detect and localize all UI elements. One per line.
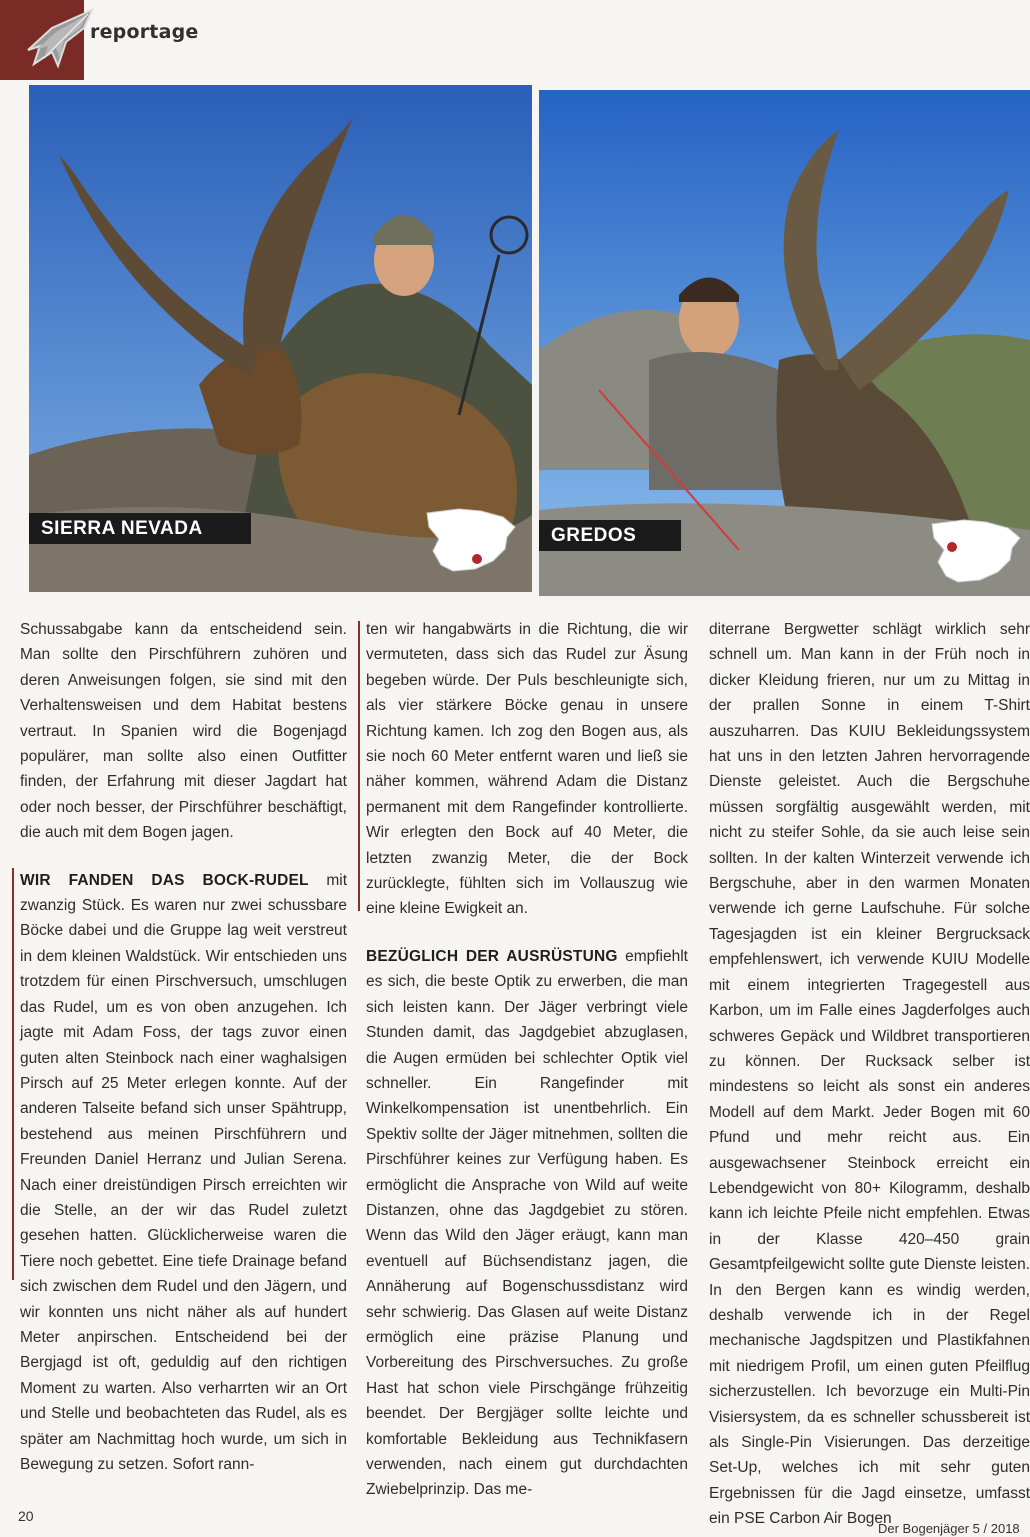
paragraph-body: empfiehlt es sich, die beste Optik zu erwerben, die man sich leisten kann. Der Jäger verbringt viele Stunden damit, das Jagdgebiet abzuglasen, die Augen ermüden bei schlechter Optik viel schneller. Ein Rangefinder mit Winkelkompensation ist unentbehrlich. Ein Spektiv sollte der Jäger mitnehmen, sollten die Pirschführer keines zur Verfügung haben. Es ermöglicht die Ansprache von Wild auf weite Distanzen, ohne das Jagdgebiet zu stören. Wenn das Wild den Jäger eräugt, kann man eventuell auf Büchsendistanz jagen, die Annäherung auf Bogenschussdistanz wird sehr schwierig. Das Glasen auf weite Distanz ermöglich eine präzise Planung und Vorbereitung des Pirschversuches. Zu große Hast hat schon viele Pirschgänge frühzeitig beendet. Der Bergjäger sollte leichte und komfortable Bekleidung aus Technikfasern verwenden, nach einem gut durchdachten Zwiebelprinzip. Das me- [366, 947, 688, 1499]
location-label: SIERRA NEVADA [29, 513, 251, 544]
paragraph-marker-rule [358, 621, 360, 911]
spain-map-icon [924, 514, 1024, 588]
text-column-3 [709, 617, 1030, 1532]
paragraph: Schussabgabe kann da entscheidend sein. Man sollte den Pirschführern zuhören und deren Anweisungen folgen, sie sind mit den Verhaltensweisen und dem Habitat bestens vertraut. In Spanien wird die Bogenjagd populärer, man sollte also einen Outfitter finden, der Erfahrung mit dieser Jagdart hat oder noch besser, der Pirschführer beschäftigt, die auch mit dem Bogen jagen. [20, 621, 347, 842]
photo-sierra-nevada [29, 85, 532, 592]
text-column-1 [20, 617, 347, 1477]
page-number: 20 [18, 1508, 34, 1524]
arrowhead-icon [22, 6, 96, 70]
paragraph [20, 868, 347, 1478]
section-title: reportage [90, 21, 199, 43]
paragraph [366, 944, 688, 1503]
paragraph-lead-heading: WIR FANDEN DAS BOCK-RUDEL [20, 871, 309, 889]
photo-gredos [539, 90, 1030, 596]
location-label: GREDOS [539, 520, 681, 551]
page-header [0, 0, 1030, 80]
paragraph: ten wir hangabwärts in die Richtung, die wir vermuteten, dass sich das Rudel zur Äsung begeben würde. Der Puls beschleunigte sich, als vier stärkere Böcke genau in unsere Richtung kamen. Ich zog den Bogen aus, als sie noch 60 Meter entfernt waren und ließ sie näher kommen, während Adam die Distanz permanent mit dem Rangefinder kontrollierte. Wir erlegten den Bock auf 40 Meter, die letzten zwanzig Meter, die der Bock zurücklegte, fühlten sich im Vollauszug wie eine kleine Ewigkeit an. [366, 621, 688, 918]
spain-map-icon [419, 503, 519, 577]
paragraph-lead-heading: BEZÜGLICH DER AUSRÜSTUNG [366, 947, 618, 965]
paragraph-body: mit zwanzig Stück. Es waren nur zwei schussbare Böcke dabei und die Gruppe lag weit verstreut in dem kleinen Waldstück. Wir entschieden uns trotzdem für einen Pirschversuch, umschlugen das Rudel, um es von oben anzugehen. Ich jagte mit Adam Foss, der tags zuvor einen guten alten Steinbock nach einer waghalsigen Pirsch auf 25 Meter erlegen konnte. Auf der anderen Talseite befand sich unser Spähtrupp, bestehend aus meinen Pirschführern und Freunden Daniel Herranz und Julian Serena. Nach einer dreistündigen Pirsch erreichten wir die Stelle, an der wir das Rudel zuletzt gesehen hatten. Glücklicherweise waren die Tiere noch gebettet. Eine tiefe Drainage befand sich zwischen dem Rudel und den Jägern, und wir konnten uns nicht näher als auf hundert Meter anpirschen. Entscheidend bei der Bergjagd ist oft, geduldig auf den richtigen Moment zu warten. Also verharrten wir an Ort und Stelle und beobachteten das Rudel, als es später am Nachmittag hoch wurde, um sich in Bewegung zu setzen. Sofort rann- [20, 871, 348, 1473]
magazine-issue: Der Bogenjäger 5 / 2018 [878, 1521, 1020, 1536]
text-column-2 [366, 617, 688, 1503]
paragraph: diterrane Bergwetter schlägt wirklich sehr schnell um. Man kann in der Früh noch in dicker Kleidung frieren, nur um zu Mittag in der prallen Sonne in einem T-Shirt auszuharren. Das KUIU Bekleidungssystem hat uns in den letzten Jahren hervorragende Dienste geleistet. Auch die Bergschuhe müssen sorgfältig ausgewählt werden, mit nicht zu steifer Sohle, da sie auch leise sein sollten. In der kalten Winterzeit verwende ich Bergschuhe, aber in den warmen Monaten verwende ich gerne Laufschuhe. Für solche Tagesjagden ist ein kleiner Bergrucksack empfehlenswert, ich verwende KUIU Modelle mit einem integrierten Tragegestell aus Karbon, um im Falle eines Jagderfolges auch schweres Gepäck und Wildbret transportieren zu können. Der Rucksack selber ist mindestens so leicht als sonst ein anderes Modell auf dem Markt. Jeder Bogen mit 60 Pfund und mehr reicht aus. Ein ausgewachsener Steinbock erreicht ein Lebendgewicht von 80+ Kilogramm, deshalb kann ich leichte Pfeile nicht empfehlen. Etwas in der Klasse 420–450 grain Gesamtpfeilgewicht sollte gute Dienste leisten. In den Bergen kann es windig werden, deshalb verwende ich in der Regel mechanische Jagdspitzen und Plastikfahnen mit niedrigem Profil, um einen guten Pfeilflug sicherzustellen. Ich bevorzuge ein Multi-Pin Visiersystem, da es schneller schussbereit ist als Single-Pin Visierungen. Das derzeitige Set-Up, welches ich mit sehr guten Ergebnissen für die Jagd einsetze, umfasst ein PSE Carbon Air Bogen [709, 621, 1030, 1528]
paragraph-marker-rule [12, 868, 14, 1280]
